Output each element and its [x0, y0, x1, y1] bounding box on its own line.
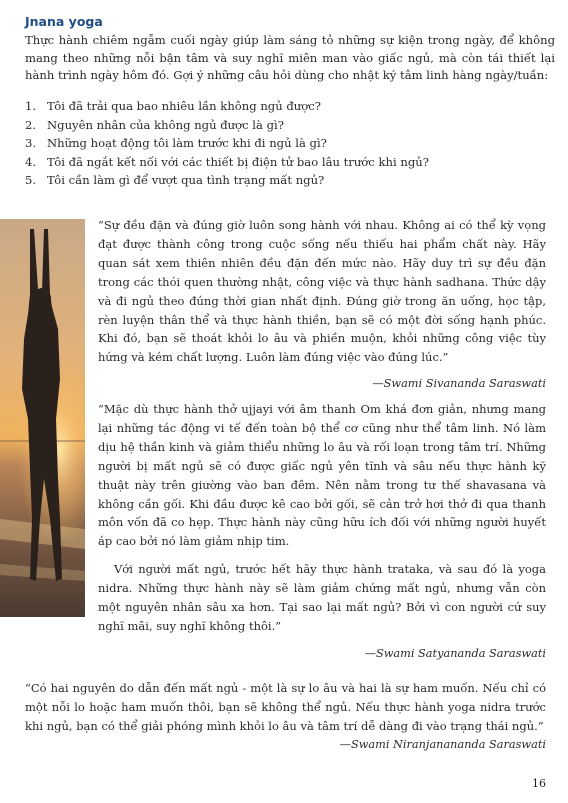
attribution-satyananda: —Swami Satyananda Saraswati	[364, 647, 546, 660]
question-list	[25, 97, 545, 190]
yoga-sunset-photo	[0, 219, 85, 617]
quote-sivananda: “Sự đều đặn và đúng giờ luôn song hành với nhau. Không ai có thể kỳ vọng đạt được thành công trong cuộc sống nếu thiếu hai phẩm chất này. Hãy quan sát xem thiên nhiên đều đặn đến mức nào. Hãy duy trì sự đều đặn trong các thói quen thường nhật, công việc và thực hành sadhana. Thức dậy và đi ngủ theo đúng thời gian nhất định. Đúng giờ trong ăn uống, học tập, rèn luyện thân thể và thực hành thiền, bạn sẽ có một đời sống hạnh phúc. Khi đó, bạn sẽ thoát khỏi lo âu và phiền muộn, khỏi những công việc tùy hứng và kém chất lượng. Luôn làm đúng việc vào đúng lúc.”	[98, 218, 546, 365]
page-number: 16	[532, 777, 546, 790]
yoga-silhouette-image	[0, 219, 85, 617]
section-heading: Jnana yoga	[25, 14, 103, 29]
quote-satyananda: “Mặc dù thực hành thở ujjayi với âm thanh Om khá đơn giản, nhưng mang lại những tác động vi tế đến toàn bộ thể cơ cũng như thể tâm linh. Nó làm dịu hệ thần kinh và giảm thiểu những lo âu và rối loạn trong tâm trí. Những người bị mất ngủ sẽ có được giấc ngủ yên tĩnh và sâu nếu thực hành kỹ thuật này trên giường vào ban đêm. Nên nằm trong tư thế shavasana và không cần gối. Khi đầu được kê cao bởi gối, sẽ cản trở hơi thở đi qua thanh môn vốn đã co hẹp. Thực hành này cũng hữu ích đối với những người huyết áp cao bởi nó làm giảm nhịp tim.	[98, 402, 546, 549]
list-item: 2. Nguyên nhân của không ngủ được là gì?	[25, 117, 284, 132]
list-item: 4. Tôi đã ngắt kết nối với các thiết bị điện tử bao lâu trước khi ngủ?	[25, 154, 429, 169]
quote-niranjanananda: “Có hai nguyên do dẫn đến mất ngủ - một là sự lo âu và hai là sự ham muốn. Nếu chỉ có một nỗi lo hoặc ham muốn thôi, bạn sẽ không thể ngủ. Nếu thực hành yoga nidra trước khi ngủ, bạn có thể giải phóng mình khỏi lo âu và tâm trí dễ dàng đi vào trạng thái ngủ.”	[25, 681, 546, 733]
attribution-niranjanananda: —Swami Niranjanananda Saraswati	[339, 738, 546, 751]
list-item: 5. Tôi cần làm gì để vượt qua tình trạng mất ngủ?	[25, 173, 325, 188]
list-item: 1. Tôi đã trải qua bao nhiêu lần không ngủ được?	[25, 99, 321, 113]
quote-satyananda-continued: Với người mất ngủ, trước hết hãy thực hành trataka, và sau đó là yoga nidra. Những thực hành này sẽ làm giảm chứng mất ngủ, nhưng vẫn còn một nguyên nhân sâu xa hơn. Tại sao lại mất ngủ? Bởi vì con người cứ suy nghĩ mãi, suy nghĩ không thôi.”	[98, 562, 546, 633]
list-item: 3. Những hoạt động tôi làm trước khi đi ngủ là gì?	[25, 136, 327, 151]
attribution-sivananda: —Swami Sivananda Saraswati	[372, 377, 546, 390]
intro-paragraph: Thực hành chiêm ngẫm cuối ngày giúp làm sáng tỏ những sự kiện trong ngày, để không mang theo những nỗi bận tâm và suy nghĩ miên man vào giấc ngủ, mà còn tái thiết lại hành trình ngày hôm đó. Gợi ý những câu hỏi dùng cho nhật ký tâm linh hàng ngày/tuần:	[25, 33, 555, 82]
